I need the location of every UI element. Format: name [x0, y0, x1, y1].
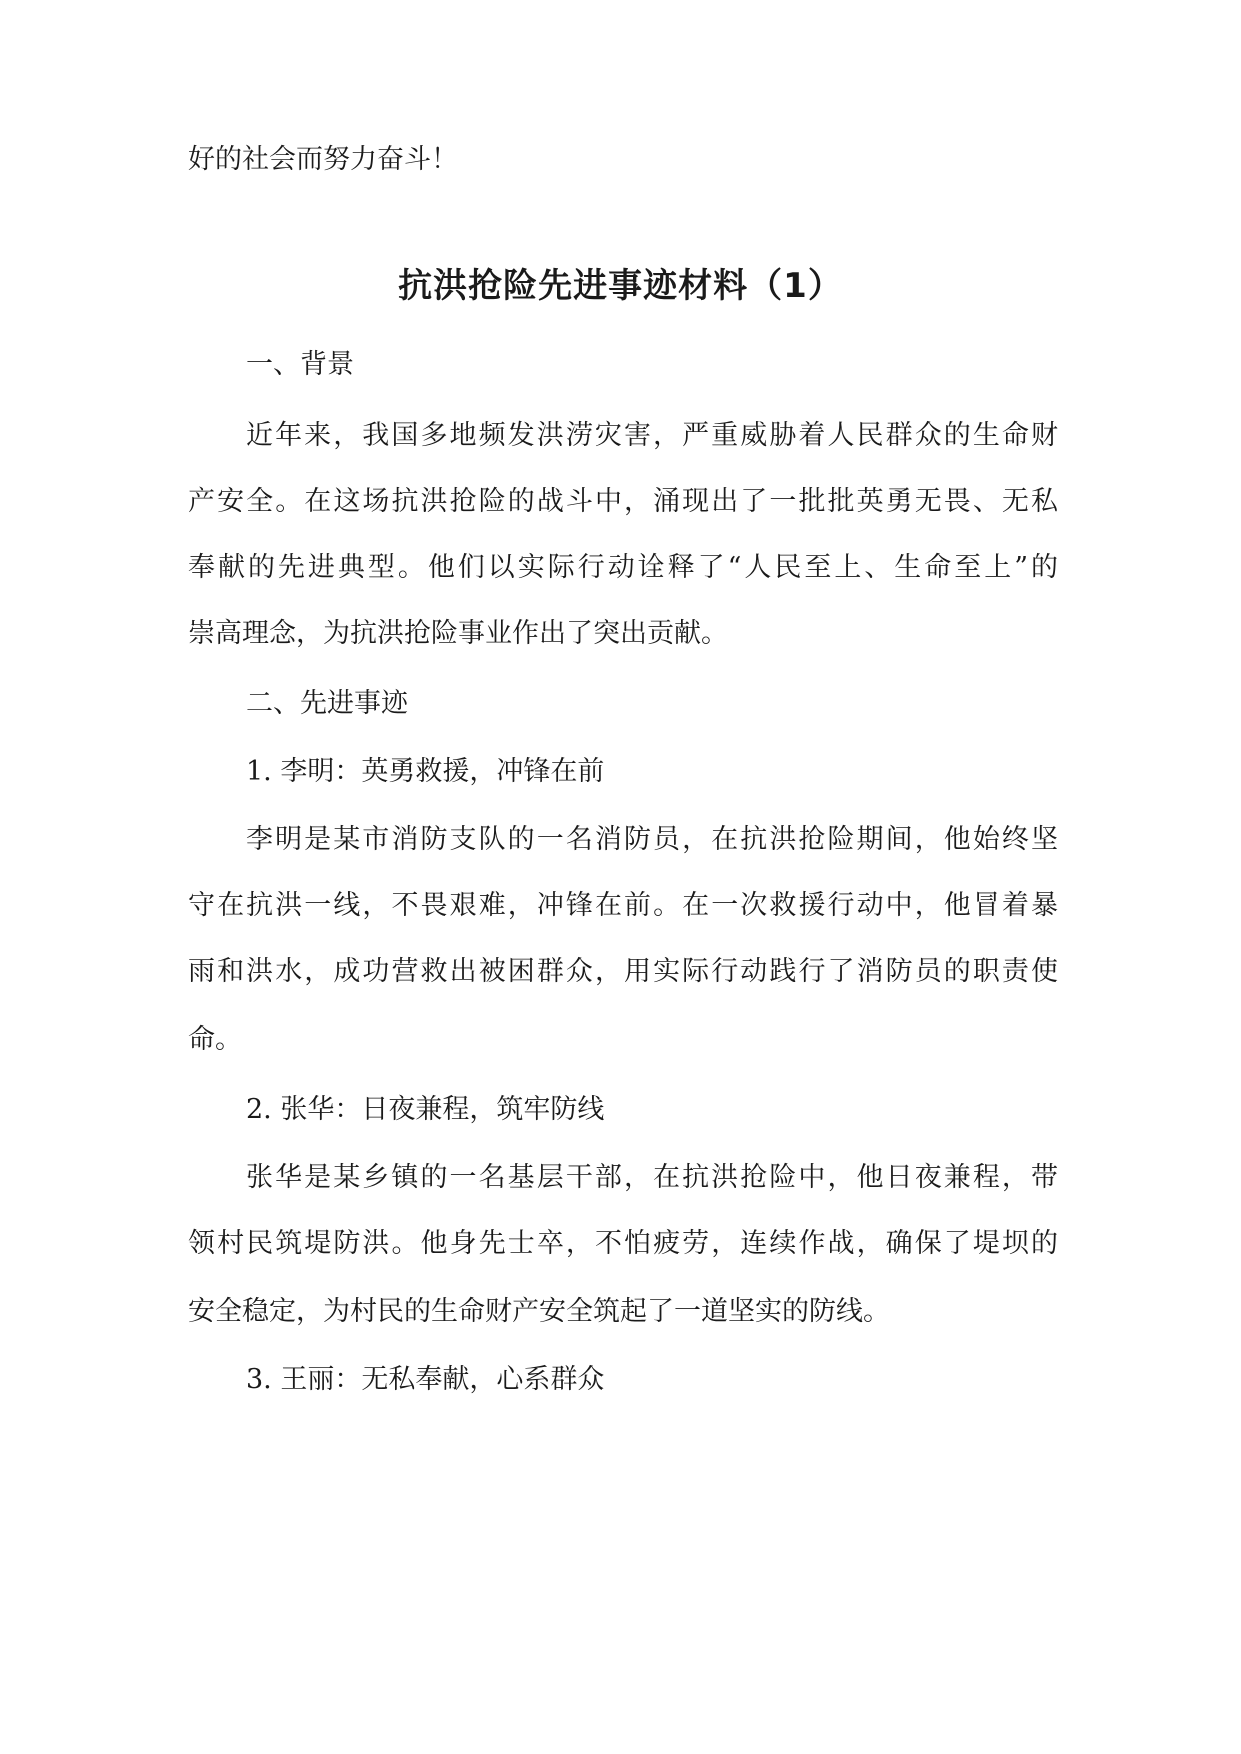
document-title: 抗洪抢险先进事迹材料（1）	[398, 266, 843, 306]
section-heading-background: 一、背景	[246, 349, 354, 380]
paragraph-line: 奉献的先进典型。他们以实际行动诠释了“人民至上、生命至上”的	[188, 552, 1058, 583]
paragraph-line: 李明是某市消防支队的一名消防员，在抗洪抢险期间，他始终坚	[246, 824, 1058, 855]
item-heading-3: 3. 王丽：无私奉献，心系群众	[246, 1364, 605, 1395]
paragraph-line: 张华是某乡镇的一名基层干部，在抗洪抢险中，他日夜兼程，带	[246, 1162, 1058, 1193]
paragraph-line: 产安全。在这场抗洪抢险的战斗中，涌现出了一批批英勇无畏、无私	[188, 486, 1058, 517]
paragraph-line: 近年来，我国多地频发洪涝灾害，严重威胁着人民群众的生命财	[246, 420, 1058, 451]
item-heading-1: 1. 李明：英勇救援，冲锋在前	[246, 756, 605, 787]
paragraph-line: 领村民筑堤防洪。他身先士卒，不怕疲劳，连续作战，确保了堤坝的	[188, 1228, 1058, 1259]
paragraph-line: 崇高理念，为抗洪抢险事业作出了突出贡献。	[188, 618, 728, 649]
paragraph-line: 命。	[188, 1024, 242, 1055]
paragraph-line: 安全稳定，为村民的生命财产安全筑起了一道坚实的防线。	[188, 1296, 890, 1327]
section-heading-deeds: 二、先进事迹	[246, 688, 408, 719]
paragraph-line: 雨和洪水，成功营救出被困群众，用实际行动践行了消防员的职责使	[188, 956, 1058, 987]
item-heading-2: 2. 张华：日夜兼程，筑牢防线	[246, 1094, 605, 1125]
paragraph-line: 守在抗洪一线，不畏艰难，冲锋在前。在一次救援行动中，他冒着暴	[188, 890, 1058, 921]
lead-line: 好的社会而努力奋斗！	[188, 144, 458, 175]
